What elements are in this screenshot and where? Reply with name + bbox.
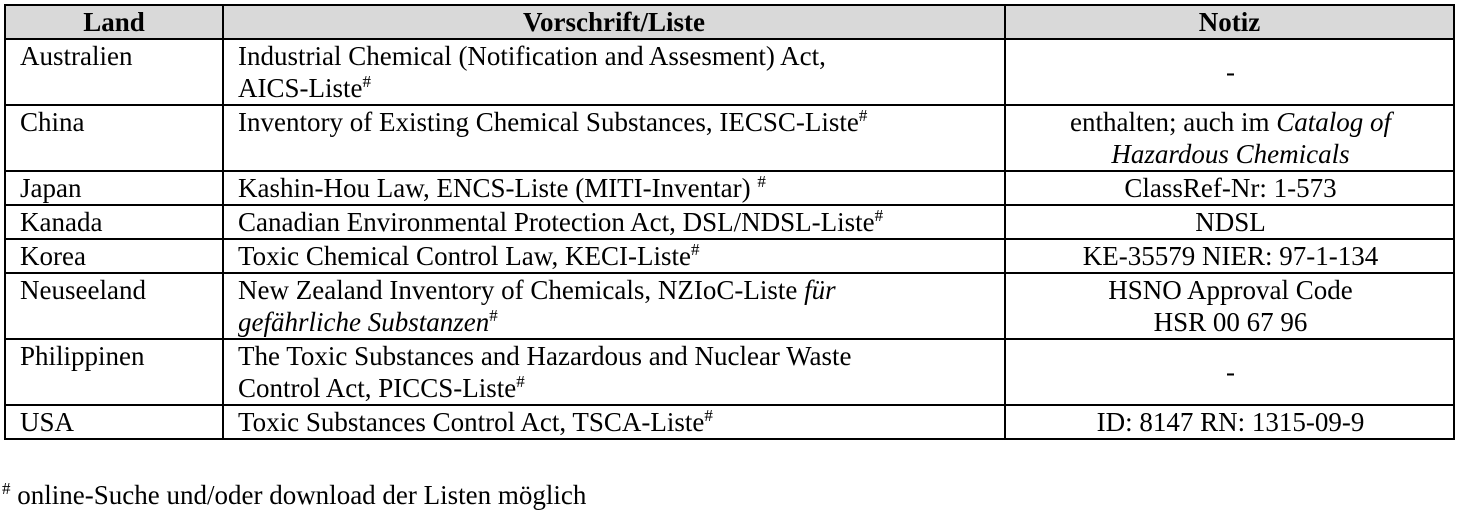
regulation-text: Canadian Environmental Protection Act, DSL/NDSL-Liste (238, 207, 875, 237)
regulation-italic-text: gefährliche Substanzen (238, 307, 490, 337)
cell-land: Australien (5, 39, 223, 105)
table-row (5, 205, 1454, 239)
footnote-text: online-Suche und/oder download der Listen möglich (10, 480, 587, 510)
footnote-marker: # (516, 372, 525, 391)
cell-land: Japan (5, 171, 223, 205)
cell-regulation (223, 171, 1005, 205)
note-italic-text: Catalog of (1276, 107, 1391, 137)
cell-land: Philippinen (5, 339, 223, 405)
regulation-text: Control Act, PICCS-Liste (238, 373, 517, 403)
footnote-marker: # (362, 72, 371, 91)
cell-land: USA (5, 405, 223, 439)
note-italic-text: Hazardous Chemicals (1111, 139, 1350, 169)
table-header-row (5, 5, 1454, 39)
regulation-text: Kashin-Hou Law, ENCS-Liste (MITI-Inventar) (238, 173, 758, 203)
table-row (5, 405, 1454, 439)
cell-land: Neuseeland (5, 273, 223, 339)
table-row (5, 171, 1454, 205)
note-text: enthalten; auch im (1070, 107, 1277, 137)
cell-land: Kanada (5, 205, 223, 239)
footnote-marker: # (757, 172, 766, 191)
regulation-text: Toxic Chemical Control Law, KECI-Liste (238, 241, 692, 271)
cell-regulation (223, 39, 1005, 105)
regulation-text: Toxic Substances Control Act, TSCA-Liste (238, 407, 705, 437)
note-text: HSR 00 67 96 (1153, 307, 1308, 337)
header-note: Notiz (1005, 5, 1454, 39)
cell-land: China (5, 105, 223, 171)
cell-regulation (223, 339, 1005, 405)
cell-regulation (223, 405, 1005, 439)
cell-regulation (223, 239, 1005, 273)
cell-regulation (223, 273, 1005, 339)
footnote-marker: # (2, 479, 11, 498)
regulation-text: New Zealand Inventory of Chemicals, NZIoC-Liste (238, 275, 805, 305)
cell-note: ClassRef-Nr: 1-573 (1005, 171, 1454, 205)
header-regulation: Vorschrift/Liste (223, 5, 1005, 39)
header-land: Land (5, 5, 223, 39)
table-row (5, 339, 1454, 405)
footnote-marker: # (704, 406, 713, 425)
cell-regulation (223, 205, 1005, 239)
cell-note: ID: 8147 RN: 1315-09-9 (1005, 405, 1454, 439)
note-text: HSNO Approval Code (1108, 275, 1353, 305)
footnote-marker: # (858, 106, 868, 125)
cell-note (1005, 273, 1454, 339)
cell-note: - (1005, 339, 1454, 405)
footnote (2, 479, 586, 511)
regulation-italic-text: für (804, 275, 836, 305)
regulation-text: Industrial Chemical (Notification and Assesment) Act, (238, 41, 826, 71)
cell-note (1005, 105, 1454, 171)
cell-regulation (223, 105, 1005, 171)
regulation-text: AICS-Liste (238, 73, 363, 103)
cell-land: Korea (5, 239, 223, 273)
table-row (5, 239, 1454, 273)
regulation-text: Inventory of Existing Chemical Substances, IECSC-Liste (238, 107, 859, 137)
regulation-table (4, 4, 1455, 440)
cell-note: NDSL (1005, 205, 1454, 239)
table-row (5, 273, 1454, 339)
table-row (5, 105, 1454, 171)
cell-note: KE-35579 NIER: 97-1-134 (1005, 239, 1454, 273)
table-row (5, 39, 1454, 105)
footnote-marker: # (691, 240, 700, 259)
footnote-marker: # (489, 306, 498, 325)
footnote-marker: # (874, 206, 884, 225)
regulation-text: The Toxic Substances and Hazardous and Nuclear Waste (238, 341, 852, 371)
cell-note: - (1005, 39, 1454, 105)
